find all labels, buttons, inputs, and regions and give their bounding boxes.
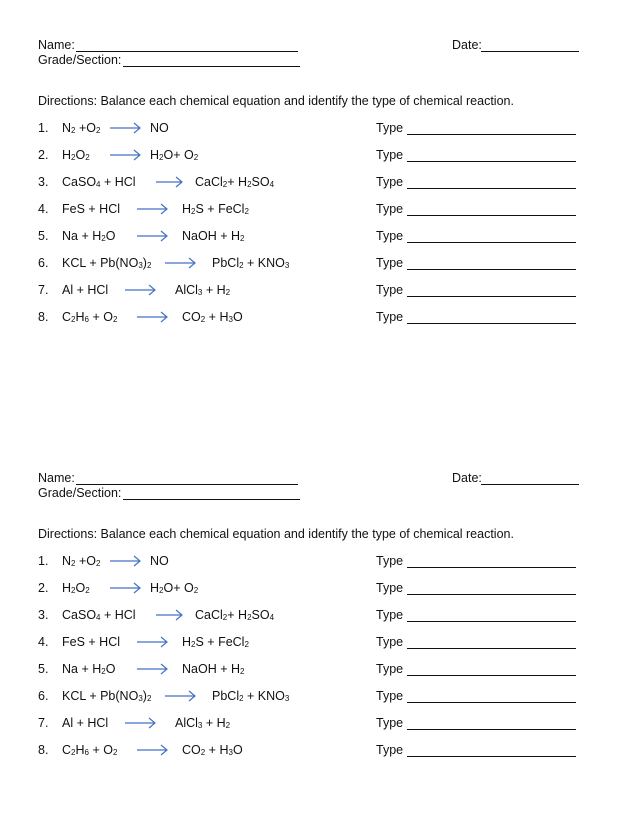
type-label: Type: [376, 229, 404, 243]
formula-text: +O: [75, 121, 96, 135]
equation-number: 1.: [38, 121, 49, 135]
formula-text: C: [62, 310, 72, 324]
date-field[interactable]: [481, 51, 579, 52]
subscript: 3: [228, 315, 233, 324]
subscript: 2: [95, 126, 101, 135]
products: [175, 716, 230, 730]
type-answer-field[interactable]: [407, 269, 576, 270]
products: [150, 581, 198, 595]
subscript: 2: [101, 234, 106, 243]
formula-text: KCL + Pb(NO: [62, 689, 139, 703]
formula-text: C: [62, 743, 72, 757]
products: [182, 202, 249, 216]
subscript: 2: [247, 613, 252, 622]
subscript: 2: [146, 694, 152, 703]
subscript: 2: [191, 207, 196, 216]
reaction-arrow-icon: [137, 663, 169, 675]
grade-section-field[interactable]: [123, 499, 300, 500]
subscript: 2: [71, 315, 76, 324]
formula-text: NO: [150, 554, 169, 568]
formula-text: AlCl: [175, 283, 198, 297]
reaction-arrow-icon: [125, 284, 157, 296]
subscript: 2: [200, 315, 206, 324]
reactants: [62, 310, 117, 324]
type-label: Type: [376, 175, 404, 189]
formula-text: H: [75, 743, 85, 757]
formula-text: S + FeCl: [195, 202, 245, 216]
equation-number: 7.: [38, 716, 49, 730]
subscript: 2: [71, 153, 76, 162]
grade-section-field[interactable]: [123, 66, 300, 67]
products: [150, 121, 169, 135]
grade-section-label: Grade/Section:: [38, 53, 122, 67]
products: [182, 310, 243, 324]
type-label: Type: [376, 148, 404, 162]
reaction-arrow-icon: [156, 609, 184, 621]
date-label: Date:: [452, 38, 482, 52]
formula-text: N: [62, 554, 72, 568]
reactants: [62, 743, 117, 757]
type-answer-field[interactable]: [407, 702, 576, 703]
formula-text: O: [75, 148, 86, 162]
formula-text: Na + H: [62, 662, 102, 676]
subscript: 2: [191, 640, 196, 649]
subscript: 2: [240, 234, 245, 243]
equation-number: 4.: [38, 635, 49, 649]
type-label: Type: [376, 256, 404, 270]
type-label: Type: [376, 310, 404, 324]
subscript: 2: [247, 180, 252, 189]
reactants: [62, 202, 120, 216]
formula-text: CaSO: [62, 175, 97, 189]
grade-section-label: Grade/Section:: [38, 486, 122, 500]
subscript: 2: [71, 126, 76, 135]
subscript: 3: [284, 261, 290, 270]
formula-text: H: [182, 635, 192, 649]
directions-text: Directions: Balance each chemical equation and identify the type of chemical reaction.: [38, 94, 514, 108]
reaction-arrow-icon: [125, 717, 157, 729]
type-answer-field[interactable]: [407, 594, 576, 595]
name-label: Name:: [38, 38, 75, 52]
date-label: Date:: [452, 471, 482, 485]
products: [195, 608, 274, 622]
reactants: [62, 283, 108, 297]
reactants: [62, 229, 115, 243]
directions-text: Directions: Balance each chemical equation and identify the type of chemical reaction.: [38, 527, 514, 541]
formula-text: CO: [182, 310, 201, 324]
formula-text: H: [62, 581, 72, 595]
formula-text: + O: [88, 310, 113, 324]
type-label: Type: [376, 283, 404, 297]
formula-text: + O: [88, 743, 113, 757]
equation-number: 2.: [38, 581, 49, 595]
formula-text: O+ O: [163, 581, 194, 595]
formula-text: SO: [251, 175, 270, 189]
subscript: 2: [71, 559, 76, 568]
formula-text: Na + H: [62, 229, 102, 243]
type-label: Type: [376, 662, 404, 676]
subscript: 2: [85, 153, 90, 162]
products: [182, 635, 249, 649]
subscript: 2: [240, 667, 245, 676]
formula-text: FeS + HCl: [62, 635, 121, 649]
subscript: 3: [138, 694, 143, 703]
formula-text: FeS + HCl: [62, 202, 121, 216]
formula-text: NaOH + H: [182, 229, 241, 243]
type-answer-field[interactable]: [407, 161, 576, 162]
type-label: Type: [376, 202, 404, 216]
formula-text: O+ O: [163, 148, 194, 162]
formula-text: NO: [150, 121, 169, 135]
name-field[interactable]: [76, 51, 298, 52]
formula-text: + H: [202, 283, 226, 297]
type-label: Type: [376, 716, 404, 730]
subscript: 2: [225, 721, 231, 730]
formula-text: O: [105, 229, 116, 243]
reactants: [62, 175, 136, 189]
formula-text: + KNO: [243, 256, 285, 270]
equation-number: 6.: [38, 256, 49, 270]
reaction-arrow-icon: [110, 149, 142, 161]
formula-text: CO: [182, 743, 201, 757]
formula-text: + H: [227, 608, 248, 622]
type-label: Type: [376, 121, 404, 135]
formula-text: S + FeCl: [195, 635, 245, 649]
type-answer-field[interactable]: [407, 729, 576, 730]
equation-number: 3.: [38, 608, 49, 622]
reactants: [62, 121, 100, 135]
products: [212, 689, 289, 703]
subscript: 2: [222, 180, 228, 189]
type-answer-field[interactable]: [407, 134, 576, 135]
type-answer-field[interactable]: [407, 675, 576, 676]
products: [182, 229, 244, 243]
date-field[interactable]: [481, 484, 579, 485]
products: [212, 256, 289, 270]
subscript: 3: [228, 748, 233, 757]
subscript: 3: [284, 694, 290, 703]
formula-text: AlCl: [175, 716, 198, 730]
formula-text: + H: [227, 175, 248, 189]
products: [150, 554, 169, 568]
formula-text: + KNO: [243, 689, 285, 703]
subscript: 2: [159, 153, 164, 162]
formula-text: CaCl: [195, 608, 223, 622]
reaction-arrow-icon: [137, 744, 169, 756]
type-answer-field[interactable]: [407, 215, 576, 216]
reaction-arrow-icon: [156, 176, 184, 188]
subscript: 4: [96, 613, 101, 622]
subscript: 2: [112, 748, 118, 757]
subscript: 2: [222, 613, 228, 622]
reaction-arrow-icon: [110, 555, 142, 567]
formula-text: O: [75, 581, 86, 595]
subscript: 2: [71, 586, 76, 595]
subscript: 2: [244, 207, 249, 216]
subscript: 6: [84, 315, 89, 324]
formula-text: H: [75, 310, 85, 324]
equation-number: 2.: [38, 148, 49, 162]
equation-number: 1.: [38, 554, 49, 568]
subscript: 6: [84, 748, 89, 757]
reaction-arrow-icon: [137, 203, 169, 215]
products: [182, 743, 243, 757]
reactants: [62, 662, 115, 676]
equation-number: 6.: [38, 689, 49, 703]
reaction-arrow-icon: [110, 582, 142, 594]
formula-text: H: [150, 581, 160, 595]
reactants: [62, 608, 136, 622]
formula-text: NaOH + H: [182, 662, 241, 676]
reactants: [62, 554, 100, 568]
reaction-arrow-icon: [137, 636, 169, 648]
formula-text: +O: [75, 554, 96, 568]
worksheet-bottom: [0, 433, 638, 833]
formula-text: H: [150, 148, 160, 162]
subscript: 2: [239, 261, 244, 270]
reactants: [62, 635, 120, 649]
formula-text: O: [232, 310, 243, 324]
formula-text: CaCl: [195, 175, 223, 189]
formula-text: PbCl: [212, 689, 240, 703]
type-answer-field[interactable]: [407, 242, 576, 243]
reaction-arrow-icon: [110, 122, 142, 134]
equation-number: 3.: [38, 175, 49, 189]
reactants: [62, 716, 108, 730]
subscript: 2: [193, 586, 199, 595]
subscript: 2: [112, 315, 118, 324]
subscript: 4: [269, 613, 275, 622]
formula-text: O: [105, 662, 116, 676]
subscript: 2: [193, 153, 199, 162]
subscript: 2: [244, 640, 249, 649]
reaction-arrow-icon: [137, 230, 169, 242]
formula-text: + H: [205, 310, 229, 324]
name-field[interactable]: [76, 484, 298, 485]
formula-text: Al + HCl: [62, 716, 109, 730]
worksheet-top: [0, 0, 638, 400]
subscript: 2: [71, 748, 76, 757]
formula-text: ): [142, 256, 147, 270]
reaction-arrow-icon: [137, 311, 169, 323]
products: [195, 175, 274, 189]
type-answer-field[interactable]: [407, 756, 576, 757]
formula-text: N: [62, 121, 72, 135]
subscript: 3: [138, 261, 143, 270]
subscript: 4: [96, 180, 101, 189]
formula-text: + HCl: [100, 608, 136, 622]
formula-text: H: [62, 148, 72, 162]
formula-text: O: [232, 743, 243, 757]
equation-number: 5.: [38, 229, 49, 243]
products: [182, 662, 244, 676]
reactants: [62, 256, 151, 270]
formula-text: Al + HCl: [62, 283, 109, 297]
formula-text: + H: [202, 716, 226, 730]
formula-text: ): [142, 689, 147, 703]
subscript: 3: [197, 721, 203, 730]
equation-number: 5.: [38, 662, 49, 676]
subscript: 2: [225, 288, 231, 297]
subscript: 2: [95, 559, 101, 568]
formula-text: + HCl: [100, 175, 136, 189]
reactants: [62, 689, 151, 703]
subscript: 2: [200, 748, 206, 757]
subscript: 4: [269, 180, 275, 189]
equation-number: 4.: [38, 202, 49, 216]
type-label: Type: [376, 635, 404, 649]
formula-text: KCL + Pb(NO: [62, 256, 139, 270]
type-answer-field[interactable]: [407, 323, 576, 324]
formula-text: SO: [251, 608, 270, 622]
equation-number: 8.: [38, 310, 49, 324]
equation-number: 7.: [38, 283, 49, 297]
subscript: 2: [239, 694, 244, 703]
subscript: 2: [159, 586, 164, 595]
type-label: Type: [376, 689, 404, 703]
type-label: Type: [376, 743, 404, 757]
subscript: 2: [85, 586, 90, 595]
formula-text: CaSO: [62, 608, 97, 622]
name-label: Name:: [38, 471, 75, 485]
type-answer-field[interactable]: [407, 621, 576, 622]
type-answer-field[interactable]: [407, 188, 576, 189]
subscript: 2: [146, 261, 152, 270]
subscript: 2: [101, 667, 106, 676]
type-label: Type: [376, 581, 404, 595]
type-answer-field[interactable]: [407, 296, 576, 297]
equation-number: 8.: [38, 743, 49, 757]
formula-text: + H: [205, 743, 229, 757]
reaction-arrow-icon: [165, 257, 197, 269]
type-label: Type: [376, 554, 404, 568]
reactants: [62, 581, 90, 595]
reactants: [62, 148, 90, 162]
type-label: Type: [376, 608, 404, 622]
formula-text: PbCl: [212, 256, 240, 270]
subscript: 3: [197, 288, 203, 297]
type-answer-field[interactable]: [407, 648, 576, 649]
products: [175, 283, 230, 297]
reaction-arrow-icon: [165, 690, 197, 702]
formula-text: H: [182, 202, 192, 216]
type-answer-field[interactable]: [407, 567, 576, 568]
products: [150, 148, 198, 162]
